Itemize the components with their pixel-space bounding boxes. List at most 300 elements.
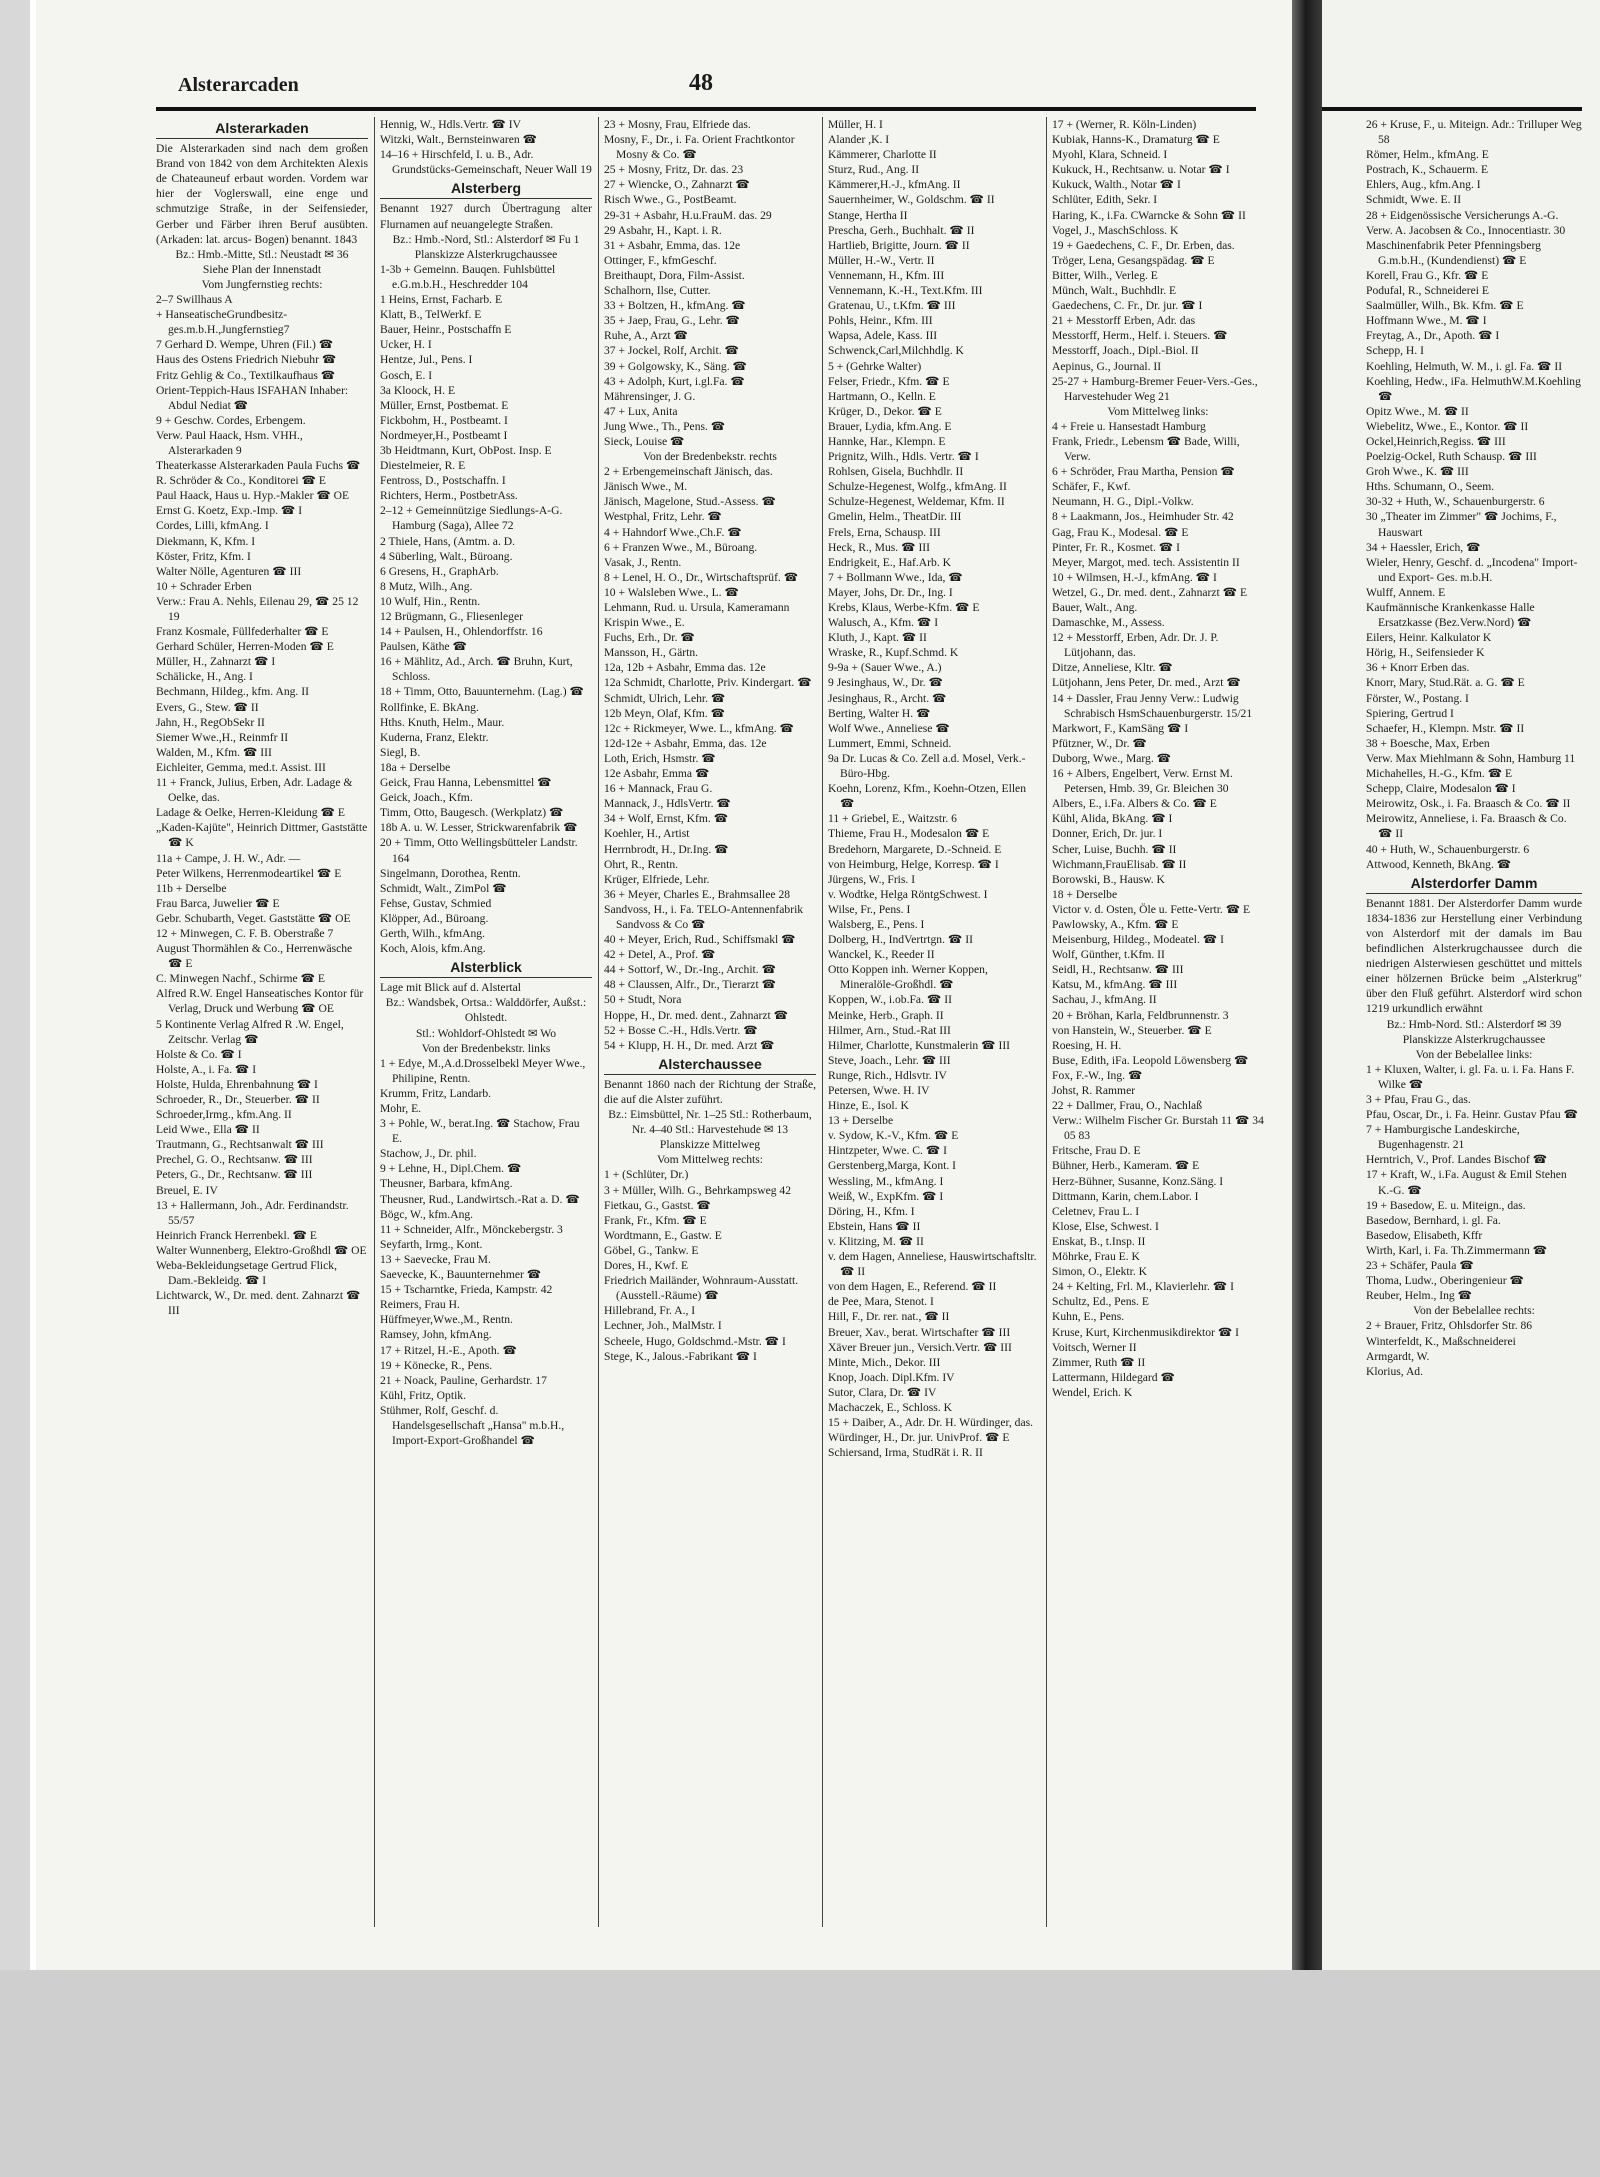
directory-entry: Kluth, J., Kapt. ☎ II — [828, 631, 927, 645]
directory-entry: 5 + (Gehrke Walter) — [828, 359, 922, 373]
directory-entry: Sachau, J., kfmAng. II — [1052, 993, 1157, 1007]
directory-entry: Victor v. d. Osten, Öle u. Fette-Vertr. ☎ E — [1052, 902, 1251, 916]
directory-entry: Sturz, Rud., Ang. II — [828, 163, 920, 177]
directory-entry: Simon, O., Elektr. K — [1052, 1265, 1148, 1279]
directory-entry: 16 + Albers, Engelbert, Verw. Ernst M. Petersen, Hmb. 39, Gr. Bleichen 30 — [1052, 767, 1233, 796]
directory-entry: 20 + Timm, Otto Wellingsbütteler Landstr. 164 — [380, 836, 578, 865]
directory-entry: Prescha, Gerh., Buchhalt. ☎ II — [828, 223, 975, 237]
directory-entry: Köster, Fritz, Kfm. I — [156, 549, 251, 563]
directory-entry: R. Schröder & Co., Konditorei ☎ E — [156, 474, 326, 488]
directory-entry: Hillebrand, Fr. A., I — [604, 1304, 696, 1318]
directory-entry: Buse, Edith, iFa. Leopold Löwensberg ☎ — [1052, 1053, 1249, 1067]
directory-entry: Bitter, Wilh., Verleg. E — [1052, 268, 1158, 282]
directory-entry: Walsberg, E., Pens. I — [828, 917, 925, 931]
directory-entry: Runge, Rich., Hdlsvtr. IV — [828, 1068, 947, 1082]
directory-column-1 — [156, 117, 368, 1937]
directory-entry: v. dem Hagen, Anneliese, Hauswirtschaftsltr. ☎ II — [828, 1250, 1037, 1279]
directory-entry: Endrigkeit, E., Haf.Arb. K — [828, 555, 951, 569]
directory-entry: 26 + Kruse, F., u. Miteign. Adr.: Trilluper Weg 58 — [1366, 118, 1582, 147]
directory-entry: 28 + Eidgenössische Versicherungs A.-G. — [1366, 208, 1559, 222]
directory-entry: Messtorff, Joach., Dipl.-Biol. II — [1052, 344, 1199, 358]
directory-entry: 39 + Golgowsky, K., Säng. ☎ — [604, 359, 747, 373]
directory-entry: 16 + Mählitz, Ad., Arch. ☎ Bruhn, Kurt, Schloss. — [380, 655, 573, 684]
directory-entry: 1 Heins, Ernst, Facharb. E — [380, 293, 503, 307]
directory-entry: Evers, G., Stew. ☎ II — [156, 700, 259, 714]
directory-entry: Müller, Ernst, Postbemat. E — [380, 398, 509, 412]
directory-entry: 54 + Klupp, H. H., Dr. med. Arzt ☎ — [604, 1038, 775, 1052]
directory-entry: Koch, Alois, kfm.Ang. — [380, 942, 486, 956]
directory-entry: 2–12 + Gemeinnützige Siedlungs-A-G. Hamburg (Saga), Allee 72 — [380, 504, 563, 533]
section-note: Benannt 1881. Der Alsterdorfer Damm wurde 1834-1836 zur Herstellung einer Verbindung von Alsterdorf mit der damals im Bau befindlichen Alsterkrugchaussee durch die niedrigen Alsterwiesen geschüttet und mittels einer hölzernen Brücke beim „Alsterkrug" über den Fluß geführt. Alsterdorf wird schon 1219 urkundlich erwähnt — [1366, 896, 1582, 1016]
directory-entry: Kaufmännische Krankenkasse Halle Ersatzkasse (Bez.Verw.Nord) ☎ — [1366, 601, 1535, 630]
directory-entry: 3b Heidtmann, Kurt, ObPost. Insp. E — [380, 443, 552, 457]
directory-entry: Freytag, A., Dr., Apoth. ☎ I — [1366, 329, 1500, 343]
section-note: Bz.: Hmb.-Nord, Stl.: Alsterdorf ✉ Fu 1 — [392, 232, 580, 246]
directory-entry: Jahn, H., RegObSekr II — [156, 715, 265, 729]
directory-entry: Herrnbrodt, H., Dr.Ing. ☎ — [604, 842, 729, 856]
directory-entry: Pinter, Fr. R., Kosmet. ☎ I — [1052, 540, 1180, 554]
section-note: Planskizze Alsterkrugchaussee — [1402, 1032, 1546, 1046]
directory-entry: Müller, H.-W., Vertr. II — [828, 253, 935, 267]
directory-entry: Hentze, Jul., Pens. I — [380, 353, 473, 367]
directory-entry: Podufal, R., Schneiderei E — [1366, 284, 1489, 298]
directory-entry: Verw. Max Miehlmann & Sohn, Hamburg 11 — [1366, 751, 1576, 765]
directory-entry: Markwort, F., KamSäng ☎ I — [1052, 721, 1189, 735]
directory-entry: 4 Süberling, Walt., Büroang. — [380, 549, 513, 563]
section-note: Benannt 1860 nach der Richtung der Straße, die auf die Alster zuführt. — [604, 1077, 816, 1106]
directory-entry: Jesinghaus, R., Archt. ☎ — [828, 691, 947, 705]
directory-entry: Singelmann, Dorothea, Rentn. — [380, 866, 521, 880]
directory-entry: Jänisch, Magelone, Stud.-Assess. ☎ — [604, 495, 776, 509]
directory-entry: Wanckel, K., Reeder II — [828, 948, 935, 962]
directory-entry: 11b + Derselbe — [156, 881, 227, 895]
directory-entry: Albers, E., i.Fa. Albers & Co. ☎ E — [1052, 797, 1217, 811]
directory-entry: Bredehorn, Margarete, D.-Schneid. E — [828, 842, 1002, 856]
directory-entry: Wiebelitz, Wwe., E., Kontor. ☎ II — [1366, 419, 1529, 433]
directory-entry: Franz Kosmale, Füllfederhalter ☎ E — [156, 625, 329, 639]
section-note: Planskizze Alsterkrugchaussee — [414, 247, 558, 261]
directory-entry: 18 + Derselbe — [1052, 887, 1118, 901]
directory-entry: Koehling, Helmuth, W. M., i. gl. Fa. ☎ II — [1366, 359, 1563, 373]
directory-entry: Stege, K., Jalous.-Fabrikant ☎ I — [604, 1349, 757, 1363]
directory-entry: 8 + Laakmann, Jos., Heimhuder Str. 42 — [1052, 510, 1234, 524]
directory-entry: Aepinus, G., Journal. II — [1052, 359, 1162, 373]
directory-entry: 7 + Bollmann Wwe., Ida, ☎ — [828, 570, 963, 584]
directory-entry: Krebs, Klaus, Werbe-Kfm. ☎ E — [828, 601, 980, 614]
directory-entry: Schiersand, Irma, StudRät i. R. II — [828, 1446, 983, 1460]
directory-entry: Jänisch Wwe., M. — [604, 480, 688, 494]
directory-entry: Tröger, Lena, Gesangspädag. ☎ E — [1052, 253, 1215, 267]
directory-entry: Alander ,K. I — [828, 133, 890, 147]
directory-entry: 1 + Edye, M.,A.d.Drosselbekl Meyer Wwe., Philipine, Rentn. — [380, 1056, 586, 1085]
directory-entry: Müller, H., Zahnarzt ☎ I — [156, 655, 276, 669]
directory-entry: Siegl, B. — [380, 745, 421, 759]
directory-entry: Gratenau, U., t.Kfm. ☎ III — [828, 299, 956, 313]
directory-entry: Reimers, Frau H. — [380, 1298, 460, 1312]
directory-entry: Gag, Frau K., Modesal. ☎ E — [1052, 525, 1189, 539]
directory-column-6 — [1366, 117, 1582, 1937]
directory-entry: Siemer Wwe.,H., Reinmfr II — [156, 730, 289, 744]
directory-entry: 18b A. u. W. Lesser, Strickwarenfabrik ☎ — [380, 821, 578, 835]
directory-entry: Stachow, J., Dr. phil. — [380, 1147, 477, 1161]
directory-entry: Paul Haack, Haus u. Hyp.-Makler ☎ OE — [156, 489, 350, 503]
directory-entry: von Heimburg, Helge, Korresp. ☎ I — [828, 857, 999, 871]
directory-entry: 9 + Lehne, H., Dipl.Chem. ☎ — [380, 1162, 522, 1176]
directory-entry: 38 + Boesche, Max, Erben — [1366, 736, 1490, 750]
directory-entry: 40 + Meyer, Erich, Rud., Schiffsmakl ☎ — [604, 933, 796, 947]
column-divider — [822, 117, 823, 1927]
directory-entry: Postrach, K., Schauerm. E — [1366, 163, 1489, 177]
scan-border — [0, 0, 30, 2177]
directory-entry: Hoffmann Wwe., M. ☎ I — [1366, 314, 1487, 328]
directory-entry: 10 + Schrader Erben — [156, 579, 252, 593]
directory-entry: Hennig, W., Hdls.Vertr. ☎ IV — [380, 118, 521, 131]
directory-entry: Sieck, Louise ☎ — [604, 434, 685, 448]
directory-entry: 2 Thiele, Hans, (Amtm. a. D. — [380, 534, 516, 548]
directory-entry: Schepp, Claire, Modesalon ☎ I — [1366, 782, 1516, 796]
directory-entry: 12 Brügmann, G., Fliesenleger — [380, 610, 523, 623]
directory-entry: Schmidt, Walt., ZimPol ☎ — [380, 881, 507, 895]
directory-entry: Hörig, H., Seifensieder K — [1366, 646, 1485, 660]
directory-entry: Vennemann, K.-H., Text.Kfm. III — [828, 284, 983, 298]
directory-entry: Weba-Bekleidungsetage Gertrud Flick, Dam.-Bekleidg. ☎ I — [156, 1259, 337, 1288]
directory-entry: 10 Wulf, Hin., Rentn. — [380, 594, 481, 608]
directory-entry: Schlüter, Edith, Sekr. I — [1052, 193, 1158, 207]
directory-entry: 12 + Minwegen, C. F. B. Oberstraße 7 — [156, 926, 334, 940]
directory-entry: 12e Asbahr, Emma ☎ — [604, 767, 710, 781]
directory-entry: 23 + Schäfer, Paula ☎ — [1366, 1259, 1474, 1273]
directory-entry: Thoma, Ludw., Oberingenieur ☎ — [1366, 1274, 1524, 1288]
directory-entry: „Kaden-Kajüte", Heinrich Dittmer, Gaststätte ☎ K — [156, 821, 368, 850]
directory-entry: Ohrt, R., Rentn. — [604, 857, 679, 871]
directory-entry: Mährensinger, J. G. — [604, 389, 696, 403]
directory-entry: Berting, Walter H. ☎ — [828, 706, 931, 720]
directory-entry: Hilmer, Arn., Stud.-Rat III — [828, 1023, 951, 1037]
directory-entry: Schwenck,Carl,Milchhdlg. K — [828, 344, 964, 358]
directory-entry: Myohl, Klara, Schneid. I — [1052, 148, 1168, 162]
directory-entry: Saevecke, K., Bauunternehmer ☎ — [380, 1268, 542, 1282]
directory-entry: 25 + Mosny, Fritz, Dr. das. 23 — [604, 163, 744, 177]
directory-entry: Fox, F.-W., Ing. ☎ — [1052, 1068, 1143, 1082]
directory-entry: Sutor, Clara, Dr. ☎ IV — [828, 1385, 937, 1399]
directory-entry: Ramsey, John, kfmAng. — [380, 1328, 492, 1342]
directory-entry: Geick, Joach., Kfm. — [380, 791, 473, 805]
directory-entry: Theusner, Rud., Landwirtsch.-Rat a. D. ☎ — [380, 1192, 580, 1206]
directory-column-4 — [828, 117, 1040, 1937]
directory-entry: 1 + Kluxen, Walter, i. gl. Fa. u. i. Fa. Hans F. Wilke ☎ — [1366, 1062, 1575, 1091]
directory-entry: Klöpper, Ad., Büroang. — [380, 911, 489, 925]
directory-entry: Hilmer, Charlotte, Kunstmalerin ☎ III — [828, 1038, 1011, 1052]
directory-entry: Kühl, Alida, BkAng. ☎ I — [1052, 812, 1173, 826]
directory-entry: 17 + Ritzel, H.-E., Apoth. ☎ — [380, 1343, 517, 1357]
directory-entry: Lütjohann, Jens Peter, Dr. med., Arzt ☎ — [1052, 676, 1241, 690]
directory-column-3 — [604, 117, 816, 1937]
directory-entry: 3a Kloock, H. E — [380, 383, 456, 397]
directory-entry: Eilers, Heinr. Kalkulator K — [1366, 631, 1492, 645]
directory-entry: Walter Wunnenberg, Elektro-Großhdl ☎ OE — [156, 1243, 367, 1257]
directory-entry: Wraske, R., Kupf.Schmd. K — [828, 646, 959, 660]
directory-entry: 19 + Gaedechens, C. F., Dr. Erben, das. — [1052, 238, 1235, 252]
directory-entry: Trautmann, G., Rechtsanwalt ☎ III — [156, 1138, 324, 1152]
directory-entry: Mayer, Johs, Dr. Dr., Ing. I — [828, 585, 953, 599]
column-divider — [598, 117, 599, 1927]
directory-entry: 52 + Bosse C.-H., Hdls.Vertr. ☎ — [604, 1023, 758, 1037]
directory-entry: 9-9a + (Sauer Wwe., A.) — [828, 661, 942, 675]
directory-entry: Schalhorn, Ilse, Cutter. — [604, 284, 711, 298]
directory-entry: Groh Wwe., K. ☎ III — [1366, 465, 1469, 479]
directory-entry: + HanseatischeGrundbesitz-ges.m.b.H.,Jungfernstieg7 — [156, 308, 290, 337]
directory-entry: Würdinger, H., Dr. jur. UnivProf. ☎ E — [828, 1431, 1010, 1445]
directory-entry: Verw.: Wilhelm Fischer Gr. Burstah 11 ☎ 34 05 83 — [1052, 1114, 1264, 1143]
directory-entry: Rohlsen, Gisela, Buchhdlr. II — [828, 465, 964, 479]
directory-entry: Schulze-Hegenest, Wolfg., kfmAng. II — [828, 480, 1007, 494]
section-note: Planskizze Mittelweg — [659, 1138, 761, 1152]
directory-entry: Frank, Friedr., Lebensm ☎ Bade, Willi, Verw. — [1052, 434, 1240, 464]
directory-entry: Dolberg, H., IndVertrtgn. ☎ II — [828, 933, 973, 947]
section-note: Die Alsterarkaden sind nach dem großen Brand von 1842 von dem Architekten Alexis de Chateauneuf erbaut worden. Vordem war hier der Voglerswall, eine enge und schmutzige Straße, in der Seifensieder, Gerber und Färber ihren Beruf ausübten. (Arkaden: lat. arcus- Bogen) benannt. 1843 — [156, 142, 368, 246]
directory-entry: Walter Nölle, Agenturen ☎ III — [156, 564, 302, 578]
directory-entry: Steve, Joach., Lehr. ☎ III — [828, 1053, 951, 1067]
directory-entry: 2 + Erbengemeinschaft Jänisch, das. — [604, 465, 773, 479]
directory-entry: 15 + Daiber, A., Adr. Dr. H. Würdinger, das. — [828, 1416, 1034, 1430]
directory-entry: Holste, Hulda, Ehrenbahnung ☎ I — [156, 1077, 318, 1091]
directory-entry: Zimmer, Ruth ☎ II — [1052, 1355, 1146, 1369]
directory-entry: Schepp, H. I — [1366, 344, 1424, 358]
directory-entry: Bauer, Walt., Ang. — [1052, 601, 1138, 614]
directory-entry: Jung Wwe., Th., Pens. ☎ — [604, 419, 726, 433]
directory-entry: Heinrich Franck Herrenbekl. ☎ E — [156, 1228, 317, 1242]
directory-entry: von dem Hagen, E., Referend. ☎ II — [828, 1280, 997, 1294]
directory-entry: Gosch, E. I — [380, 368, 433, 382]
directory-entry: 6 Gresens, H., GraphArb. — [380, 564, 499, 578]
directory-entry: Römer, Helm., kfmAng. E — [1366, 148, 1489, 162]
directory-entry: Kukuck, H., Rechtsanw. u. Notar ☎ I — [1052, 163, 1230, 177]
directory-entry: Holste, A., i. Fa. ☎ I — [156, 1062, 257, 1076]
directory-entry: Gebr. Schubarth, Veget. Gaststätte ☎ OE — [156, 911, 351, 925]
directory-entry: Knorr, Mary, Stud.Rät. a. G. ☎ E — [1366, 676, 1525, 690]
directory-entry: Seyfarth, Irmg., Kont. — [380, 1237, 483, 1251]
directory-entry: Wulff, Annem. E — [1366, 585, 1446, 599]
directory-entry: Fentross, D., Postschaffn. I — [380, 474, 506, 488]
directory-entry: Theusner, Barbara, kfmAng. — [380, 1177, 513, 1191]
directory-entry: Prechel, G. O., Rechtsanw. ☎ III — [156, 1153, 313, 1167]
directory-entry: Wordtmann, E., Gastw. E — [604, 1228, 722, 1242]
directory-entry: Voitsch, Werner II — [1052, 1340, 1137, 1354]
section-note: Bz.: Hmb-Nord. Stl.: Alsterdorf ✉ 39 — [1386, 1017, 1562, 1031]
directory-entry: Kämmerer, Charlotte II — [828, 148, 937, 162]
directory-entry: 13 + Hallermann, Joh., Adr. Ferdinandstr. 55/57 — [156, 1198, 349, 1227]
directory-entry: Donner, Erich, Dr. jur. I — [1052, 827, 1163, 841]
directory-entry: Schultz, Ed., Pens. E — [1052, 1295, 1149, 1309]
directory-entry: Münch, Walt., Buchhdlr. E — [1052, 284, 1177, 298]
directory-entry: 11 + Schneider, Alfr., Mönckebergstr. 3 — [380, 1222, 563, 1236]
directory-entry: 43 + Adolph, Kurt, i.gl.Fa. ☎ — [604, 374, 745, 388]
directory-entry: Stange, Hertha II — [828, 208, 908, 222]
directory-entry: Saalmüller, Wilh., Bk. Kfm. ☎ E — [1366, 299, 1524, 313]
directory-entry: 29-31 + Asbahr, H.u.FrauM. das. 29 — [604, 208, 772, 222]
directory-entry: 12 + Messtorff, Erben, Adr. Dr. J. P. Lütjohann, das. — [1052, 631, 1219, 660]
street-heading: Alsterblick — [380, 960, 592, 978]
directory-entry: Krumm, Fritz, Landarb. — [380, 1086, 492, 1100]
directory-entry: Wapsa, Adele, Kass. III — [828, 329, 938, 343]
directory-entry: Stühmer, Rolf, Geschf. d. Handelsgesellschaft „Hansa" m.b.H., Import-Export-Großhandel ☎ — [380, 1403, 565, 1448]
directory-entry: v. Sydow, K.-V., Kfm. ☎ E — [828, 1129, 959, 1143]
scan-bottom-margin — [0, 1970, 1600, 2177]
directory-entry: Ockel,Heinrich,Regiss. ☎ III — [1366, 434, 1506, 448]
directory-entry: Döring, H., Kfm. I — [828, 1204, 915, 1218]
directory-entry: Lechner, Joh., MalMstr. I — [604, 1319, 722, 1333]
directory-entry: Westphal, Fritz, Lehr. ☎ — [604, 510, 722, 524]
directory-entry: Meyer, Margot, med. tech. Assistentin II — [1052, 555, 1240, 569]
directory-entry: 36 + Knorr Erben das. — [1366, 661, 1470, 675]
directory-entry: Pohls, Heinr., Kfm. III — [828, 314, 933, 328]
directory-entry: Gerth, Wilh., kfmAng. — [380, 926, 485, 940]
directory-entry: Möhrke, Frau E. K — [1052, 1250, 1140, 1264]
directory-entry: Klatt, B., TelWerkf. E — [380, 308, 482, 322]
directory-entry: Frels, Erna, Schausp. III — [828, 525, 941, 539]
directory-entry: Schälicke, H., Ang. I — [156, 670, 253, 684]
directory-entry: v. Klitzing, M. ☎ II — [828, 1234, 924, 1248]
directory-entry: Korell, Frau G., Kfr. ☎ E — [1366, 268, 1489, 282]
directory-entry: Loth, Erich, Hsmstr. ☎ — [604, 751, 716, 765]
directory-entry: Katsu, M., kfmAng. ☎ III — [1052, 978, 1178, 992]
directory-entry: Winterfeldt, K., Maßschneiderei — [1366, 1334, 1516, 1348]
directory-entry: Lehmann, Rud. u. Ursula, Kameramann — [604, 601, 790, 614]
directory-entry: Peters, G., Dr., Rechtsanw. ☎ III — [156, 1168, 313, 1182]
directory-entry: 1-3b + Gemeinn. Bauqen. Fuhlsbüttel e.G.m.b.H., Heschredder 104 — [380, 262, 556, 291]
directory-entry: Mohr, E. — [380, 1102, 422, 1115]
directory-entry: Orient-Teppich-Haus ISFAHAN Inhaber: Abdul Nediat ☎ — [156, 383, 349, 412]
directory-entry: 6 + Franzen Wwe., M., Büroang. — [604, 540, 758, 554]
section-note: Von der Bebelallee links: — [1415, 1047, 1533, 1061]
directory-entry: Friedrich Mailänder, Wohnraum-Ausstatt. (Ausstell.-Räume) ☎ — [604, 1274, 799, 1303]
directory-entry: Ebstein, Hans ☎ II — [828, 1219, 921, 1233]
directory-entry: Michahelles, H.-G., Kfm. ☎ E — [1366, 767, 1513, 781]
section-note: Vom Mittelweg links: — [1107, 404, 1209, 418]
directory-entry: Lummert, Emmi, Schneid. — [828, 736, 952, 750]
directory-entry: Hartlieb, Brigitte, Journ. ☎ II — [828, 238, 970, 252]
directory-entry: Hoppe, H., Dr. med. dent., Zahnarzt ☎ — [604, 1008, 789, 1022]
directory-entry: Breuer, Xav., berat. Wirtschafter ☎ III — [828, 1325, 1011, 1339]
directory-entry: 15 + Tscharntke, Frieda, Kampstr. 42 — [380, 1283, 553, 1297]
directory-entry: Wendel, Erich. K — [1052, 1385, 1133, 1399]
directory-entry: Gmelin, Helm., TheatDir. III — [828, 510, 962, 524]
directory-entry: 3 + Müller, Wilh. G., Behrkampsweg 42 — [604, 1183, 792, 1197]
directory-entry: 18 + Timm, Otto, Bauunternehm. (Lag.) ☎ — [380, 685, 584, 699]
directory-entry: Herntrich, V., Prof. Landes Bischof ☎ — [1366, 1153, 1548, 1167]
directory-entry: Fehse, Gustav, Schmied — [380, 896, 492, 910]
street-heading: Alsterchaussee — [604, 1057, 816, 1075]
directory-entry: Vasak, J., Rentn. — [604, 555, 682, 569]
section-note: Siehe Plan der Innenstadt — [202, 262, 322, 276]
section-note: Stl.: Wohldorf-Ohlstedt ✉ Wo — [415, 1026, 557, 1040]
directory-entry: Hartmann, O., Kelln. E — [828, 389, 936, 403]
directory-entry: Hannke, Har., Klempn. E — [828, 434, 946, 448]
directory-entry: Hill, F., Dr. rer. nat., ☎ II — [828, 1310, 950, 1324]
directory-entry: 12a Schmidt, Charlotte, Priv. Kindergart. ☎ — [604, 676, 812, 690]
directory-entry: de Pee, Mara, Stenot. I — [828, 1295, 934, 1309]
directory-entry: Kuhn, E., Pens. — [1052, 1310, 1125, 1324]
directory-entry: Spiering, Gertrud I — [1366, 706, 1454, 720]
section-note: Bz.: Eimsbüttel, Nr. 1–25 Stl.: Rotherbaum, Nr. 4–40 Stl.: Harvestehude ✉ 13 — [608, 1108, 812, 1137]
directory-entry: Bechmann, Hildeg., kfm. Ang. II — [156, 685, 309, 699]
directory-entry: Walusch, A., Kfm. ☎ I — [828, 616, 939, 630]
directory-entry: Bögc, W., kfm.Ang. — [380, 1207, 474, 1221]
directory-entry: 4 + Freie u. Hansestadt Hamburg — [1052, 419, 1206, 433]
directory-entry: Koehling, Hedw., iFa. HelmuthW.M.Koehling ☎ — [1366, 374, 1581, 403]
directory-entry: Breithaupt, Dora, Film-Assist. — [604, 268, 745, 282]
directory-entry: Diestelmeier, R. E — [380, 459, 466, 473]
directory-entry: Fuchs, Erh., Dr. ☎ — [604, 631, 695, 645]
directory-entry: 24 + Kelting, Frl. M., Klavierlehr. ☎ I — [1052, 1280, 1234, 1294]
directory-entry: Klorius, Ad. — [1366, 1364, 1424, 1378]
directory-entry: Gerstenberg,Marga, Kont. I — [828, 1159, 957, 1173]
directory-entry: Krispin Wwe., E. — [604, 616, 685, 630]
directory-entry: v. Wodtke, Helga RöntgSchwest. I — [828, 887, 988, 901]
directory-entry: Meirowitz, Osk., i. Fa. Braasch & Co. ☎ II — [1366, 797, 1571, 811]
directory-entry: 8 + Lenel, H. O., Dr., Wirtschaftsprüf. ☎ — [604, 570, 799, 584]
directory-entry: 1 + (Schlüter, Dr.) — [604, 1168, 689, 1182]
directory-entry: Verw. Paul Haack, Hsm. VHH., Alsterarkaden 9 — [156, 428, 303, 457]
directory-entry: 16 + Mannack, Frau G. — [604, 782, 713, 796]
directory-entry: 47 + Lux, Anita — [604, 404, 678, 418]
directory-entry: Borowski, B., Hausw. K — [1052, 872, 1165, 886]
directory-entry: Wichmann,FrauElisab. ☎ II — [1052, 857, 1187, 871]
directory-entry: Holste & Co. ☎ I — [156, 1047, 242, 1061]
directory-entry: Nordmeyer,H., Postbeamt I — [380, 428, 508, 442]
directory-entry: Schroeder,Irmg., kfm.Ang. II — [156, 1108, 292, 1122]
page-number: 48 — [689, 70, 713, 96]
directory-entry: 34 + Wolf, Ernst, Kfm. ☎ — [604, 812, 729, 826]
directory-entry: Walden, M., Kfm. ☎ III — [156, 745, 272, 759]
directory-entry: 21 + Noack, Pauline, Gerhardstr. 17 — [380, 1373, 547, 1387]
directory-entry: 17 + (Werner, R. Köln-Linden) — [1052, 118, 1197, 131]
directory-entry: Kuderna, Franz, Elektr. — [380, 730, 489, 744]
directory-entry: Basedow, Bernhard, i. gl. Fa. — [1366, 1213, 1501, 1227]
directory-entry: Koppen, W., i.ob.Fa. ☎ II — [828, 993, 952, 1007]
directory-entry: 18a + Derselbe — [380, 760, 451, 774]
directory-entry: Duborg, Wwe., Marg. ☎ — [1052, 751, 1172, 765]
directory-entry: Leid Wwe., Ella ☎ II — [156, 1123, 260, 1137]
directory-entry: 12c + Rickmeyer, Wwe. L., kfmAng. ☎ — [604, 721, 794, 735]
directory-entry: Krüger, D., Dekor. ☎ E — [828, 404, 942, 418]
directory-entry: Opitz Wwe., M. ☎ II — [1366, 404, 1469, 418]
directory-entry: Knop, Joach. Dipl.Kfm. IV — [828, 1370, 955, 1384]
directory-entry: 19 + Basedow, E. u. Miteign., das. — [1366, 1198, 1526, 1212]
directory-entry: 8 Mutz, Wilh., Ang. — [380, 579, 473, 593]
directory-entry: Rollfinke, E. BkAng. — [380, 700, 479, 714]
section-note: Von der Bredenbekstr. links — [421, 1041, 551, 1055]
directory-entry: Dores, H., Kwf. E — [604, 1259, 689, 1273]
directory-entry: Alfred R.W. Engel Hanseatisches Kontor für Verlag, Druck und Werbung ☎ OE — [156, 987, 364, 1016]
directory-entry: Sandvoss, H., i. Fa. TELO-Antennenfabrik Sandvoss & Co ☎ — [604, 902, 804, 931]
directory-entry: Förster, W., Postang. I — [1366, 691, 1469, 705]
directory-entry: Hinze, E., Isol. K — [828, 1099, 909, 1113]
directory-entry: Breuel, E. IV — [156, 1183, 218, 1197]
directory-entry: Schäfer, F., Kwf. — [1052, 480, 1131, 494]
directory-entry: 10 + Walsleben Wwe., L. ☎ — [604, 585, 739, 599]
directory-entry: Fickbohm, H., Postbeamt. I — [380, 413, 508, 427]
directory-entry: Messtorff, Herm., Helf. i. Steuers. ☎ — [1052, 329, 1228, 343]
directory-entry: Haus des Ostens Friedrich Niebuhr ☎ — [156, 353, 337, 367]
directory-entry: 7 + Hamburgische Landeskirche, Bugenhagenstr. 21 — [1366, 1123, 1520, 1152]
directory-entry: 9 + Geschw. Cordes, Erbengem. — [156, 413, 306, 427]
directory-entry: 7 Gerhard D. Wempe, Uhren (Fil.) ☎ — [156, 338, 334, 352]
directory-entry: Hüffmeyer,Wwe.,M., Rentn. — [380, 1313, 513, 1327]
directory-entry: Herz-Bühner, Susanne, Konz.Säng. I — [1052, 1174, 1224, 1188]
directory-entry: Scheele, Hugo, Goldschmd.-Mstr. ☎ I — [604, 1334, 786, 1348]
directory-entry: Wolf, Günther, t.Kfm. II — [1052, 948, 1165, 962]
